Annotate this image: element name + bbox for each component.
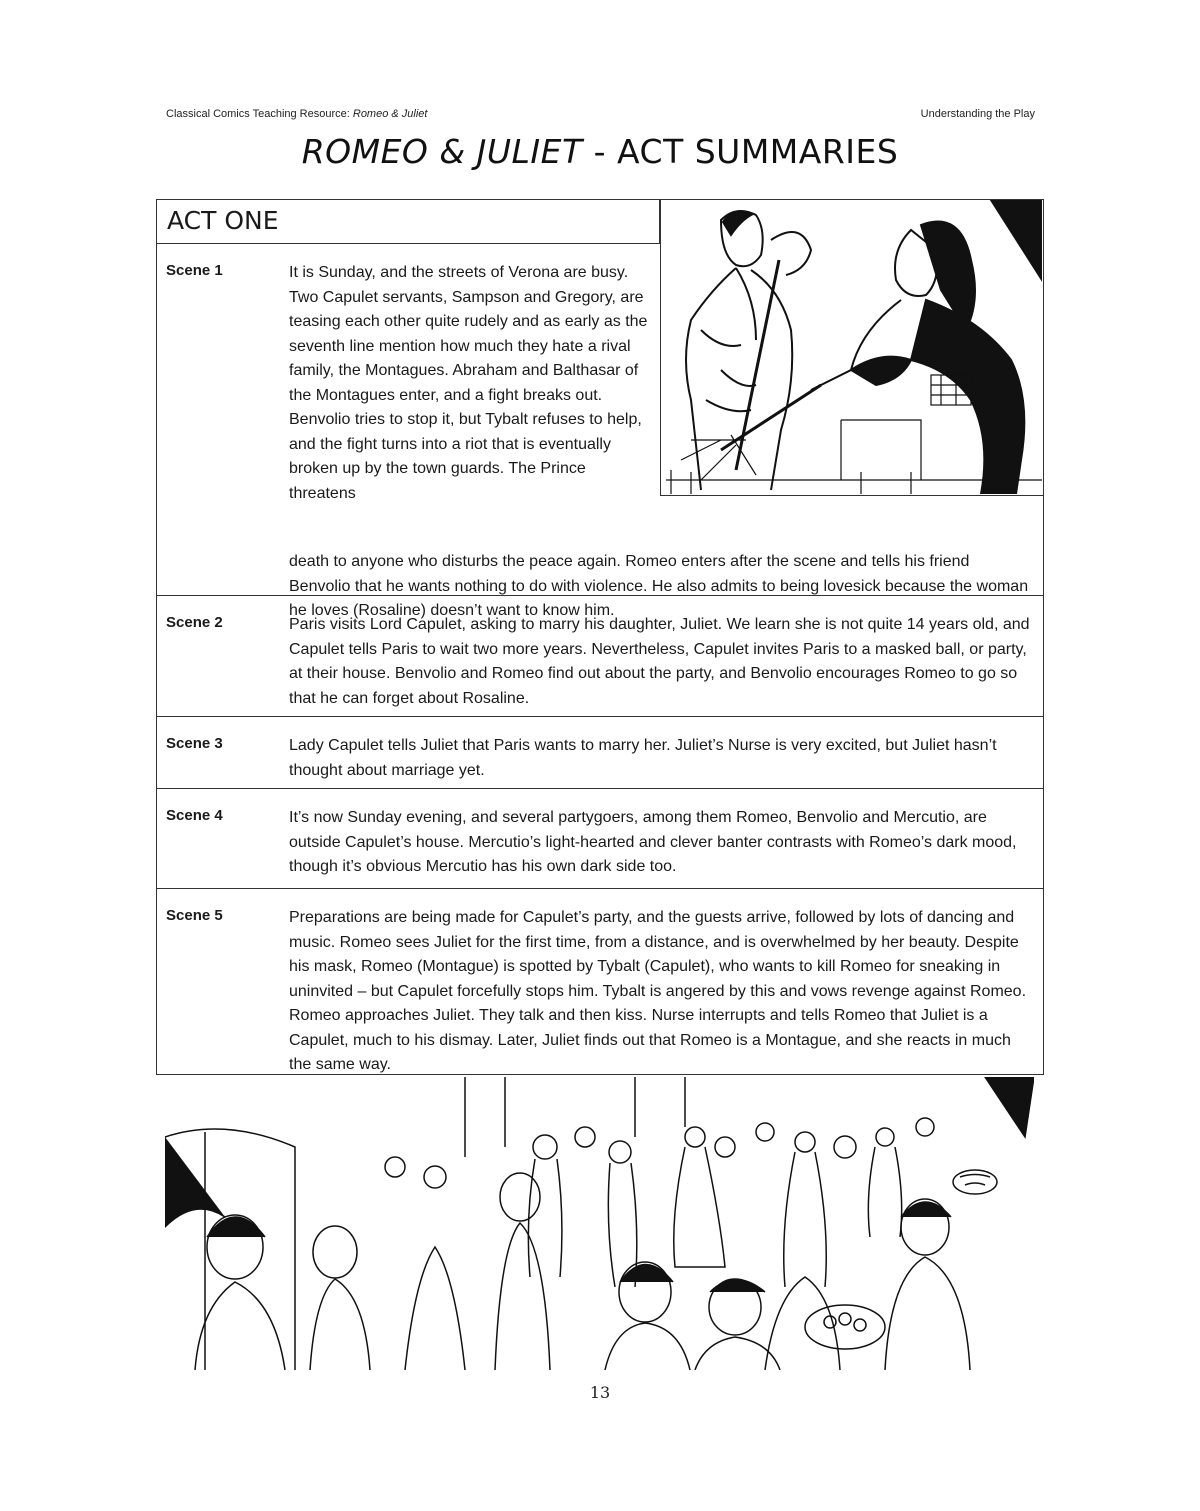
page-title-play: ROMEO & JULIET [301,132,583,171]
scene-4-label: Scene 4 [166,807,223,824]
scene-2-label: Scene 2 [166,614,223,631]
page-title-rest: - ACT SUMMARIES [582,132,899,171]
scene-3-label: Scene 3 [166,735,223,752]
scene-4-text: It’s now Sunday evening, and several partygoers, among them Romeo, Benvolio and Mercutio, are outside Capulet’s house. Mercutio’s light-hearted and clever banter contrasts with Romeo’s dark mood, though it’s obvious Mercutio has his own dark side too. [289,809,1017,875]
scene-1-row [157,244,1043,619]
scene-1-label: Scene 1 [166,262,223,279]
act-heading: ACT ONE [157,200,660,244]
running-header-right: Understanding the Play [920,108,1035,120]
scene-4-row [157,789,1043,889]
scene-2-text: Paris visits Lord Capulet, asking to marry his daughter, Juliet. We learn she is not quite 14 years old, and Capulet tells Paris to wait two more years. Nevertheless, Capulet invites Paris to a masked ball, or party, at their house. Benvolio and Romeo find out about the party, and Benvolio encourages Romeo to go so that he can forget about Rosaline. [289,616,1030,707]
header-prefix: Classical Comics Teaching Resource: [166,108,353,120]
page-title [0,132,1200,171]
scene-3-text: Lady Capulet tells Juliet that Paris wants to marry her. Juliet’s Nurse is very excited, but Juliet hasn’t thought about marriage yet. [289,737,997,779]
header-play-title: Romeo & Juliet [352,108,428,120]
scene-1-text: It is Sunday, and the streets of Verona are busy. Two Capulet servants, Sampson and Gregory, are teasing each other quite rudely and as early as the seventh line mention how much they hate a rival family, the Montagues. Abraham and Balthasar of the Montagues enter, and a fight breaks out. Benvolio tries to stop it, but Tybalt refuses to help, and the fight turns into a riot that is eventually broken up by the town guards. The Prince threatens [289,264,648,502]
party-crowd-illustration [165,1077,1034,1370]
act-summary-box [156,199,1044,1075]
scene-2-row [157,596,1043,717]
running-header-left [166,108,427,120]
party-crowd-drawing [165,1077,1034,1370]
scene-5-label: Scene 5 [166,907,223,924]
scene-5-text: Preparations are being made for Capulet’s party, and the guests arrive, followed by lots of dancing and music. Romeo sees Juliet for the first time, from a distance, and is overwhelmed by her beauty. Despite his mask, Romeo (Montague) is spotted by Tybalt (Capulet), who wants to kill Romeo for sneaking in uninvited – but Capulet forcefully stops him. Tybalt is angered by this and vows revenge against Romeo. Romeo approaches Juliet. They talk and then kiss. Nurse interrupts and tells Romeo that Juliet is a Capulet, much to his dismay. Later, Juliet finds out that Romeo is a Montague, and she reacts in much the same way. [289,909,1027,1073]
scene-1-text-continued: death to anyone who disturbs the peace again. Romeo enters after the scene and tells his friend Benvolio that he wants nothing to do with violence. He also admits to being lovesick because the woman he loves (Rosaline) doesn’t want to know him. [289,553,1029,619]
scene-3-row [157,717,1043,789]
page-number: 13 [589,1383,611,1402]
scene-5-row [157,889,1043,1075]
